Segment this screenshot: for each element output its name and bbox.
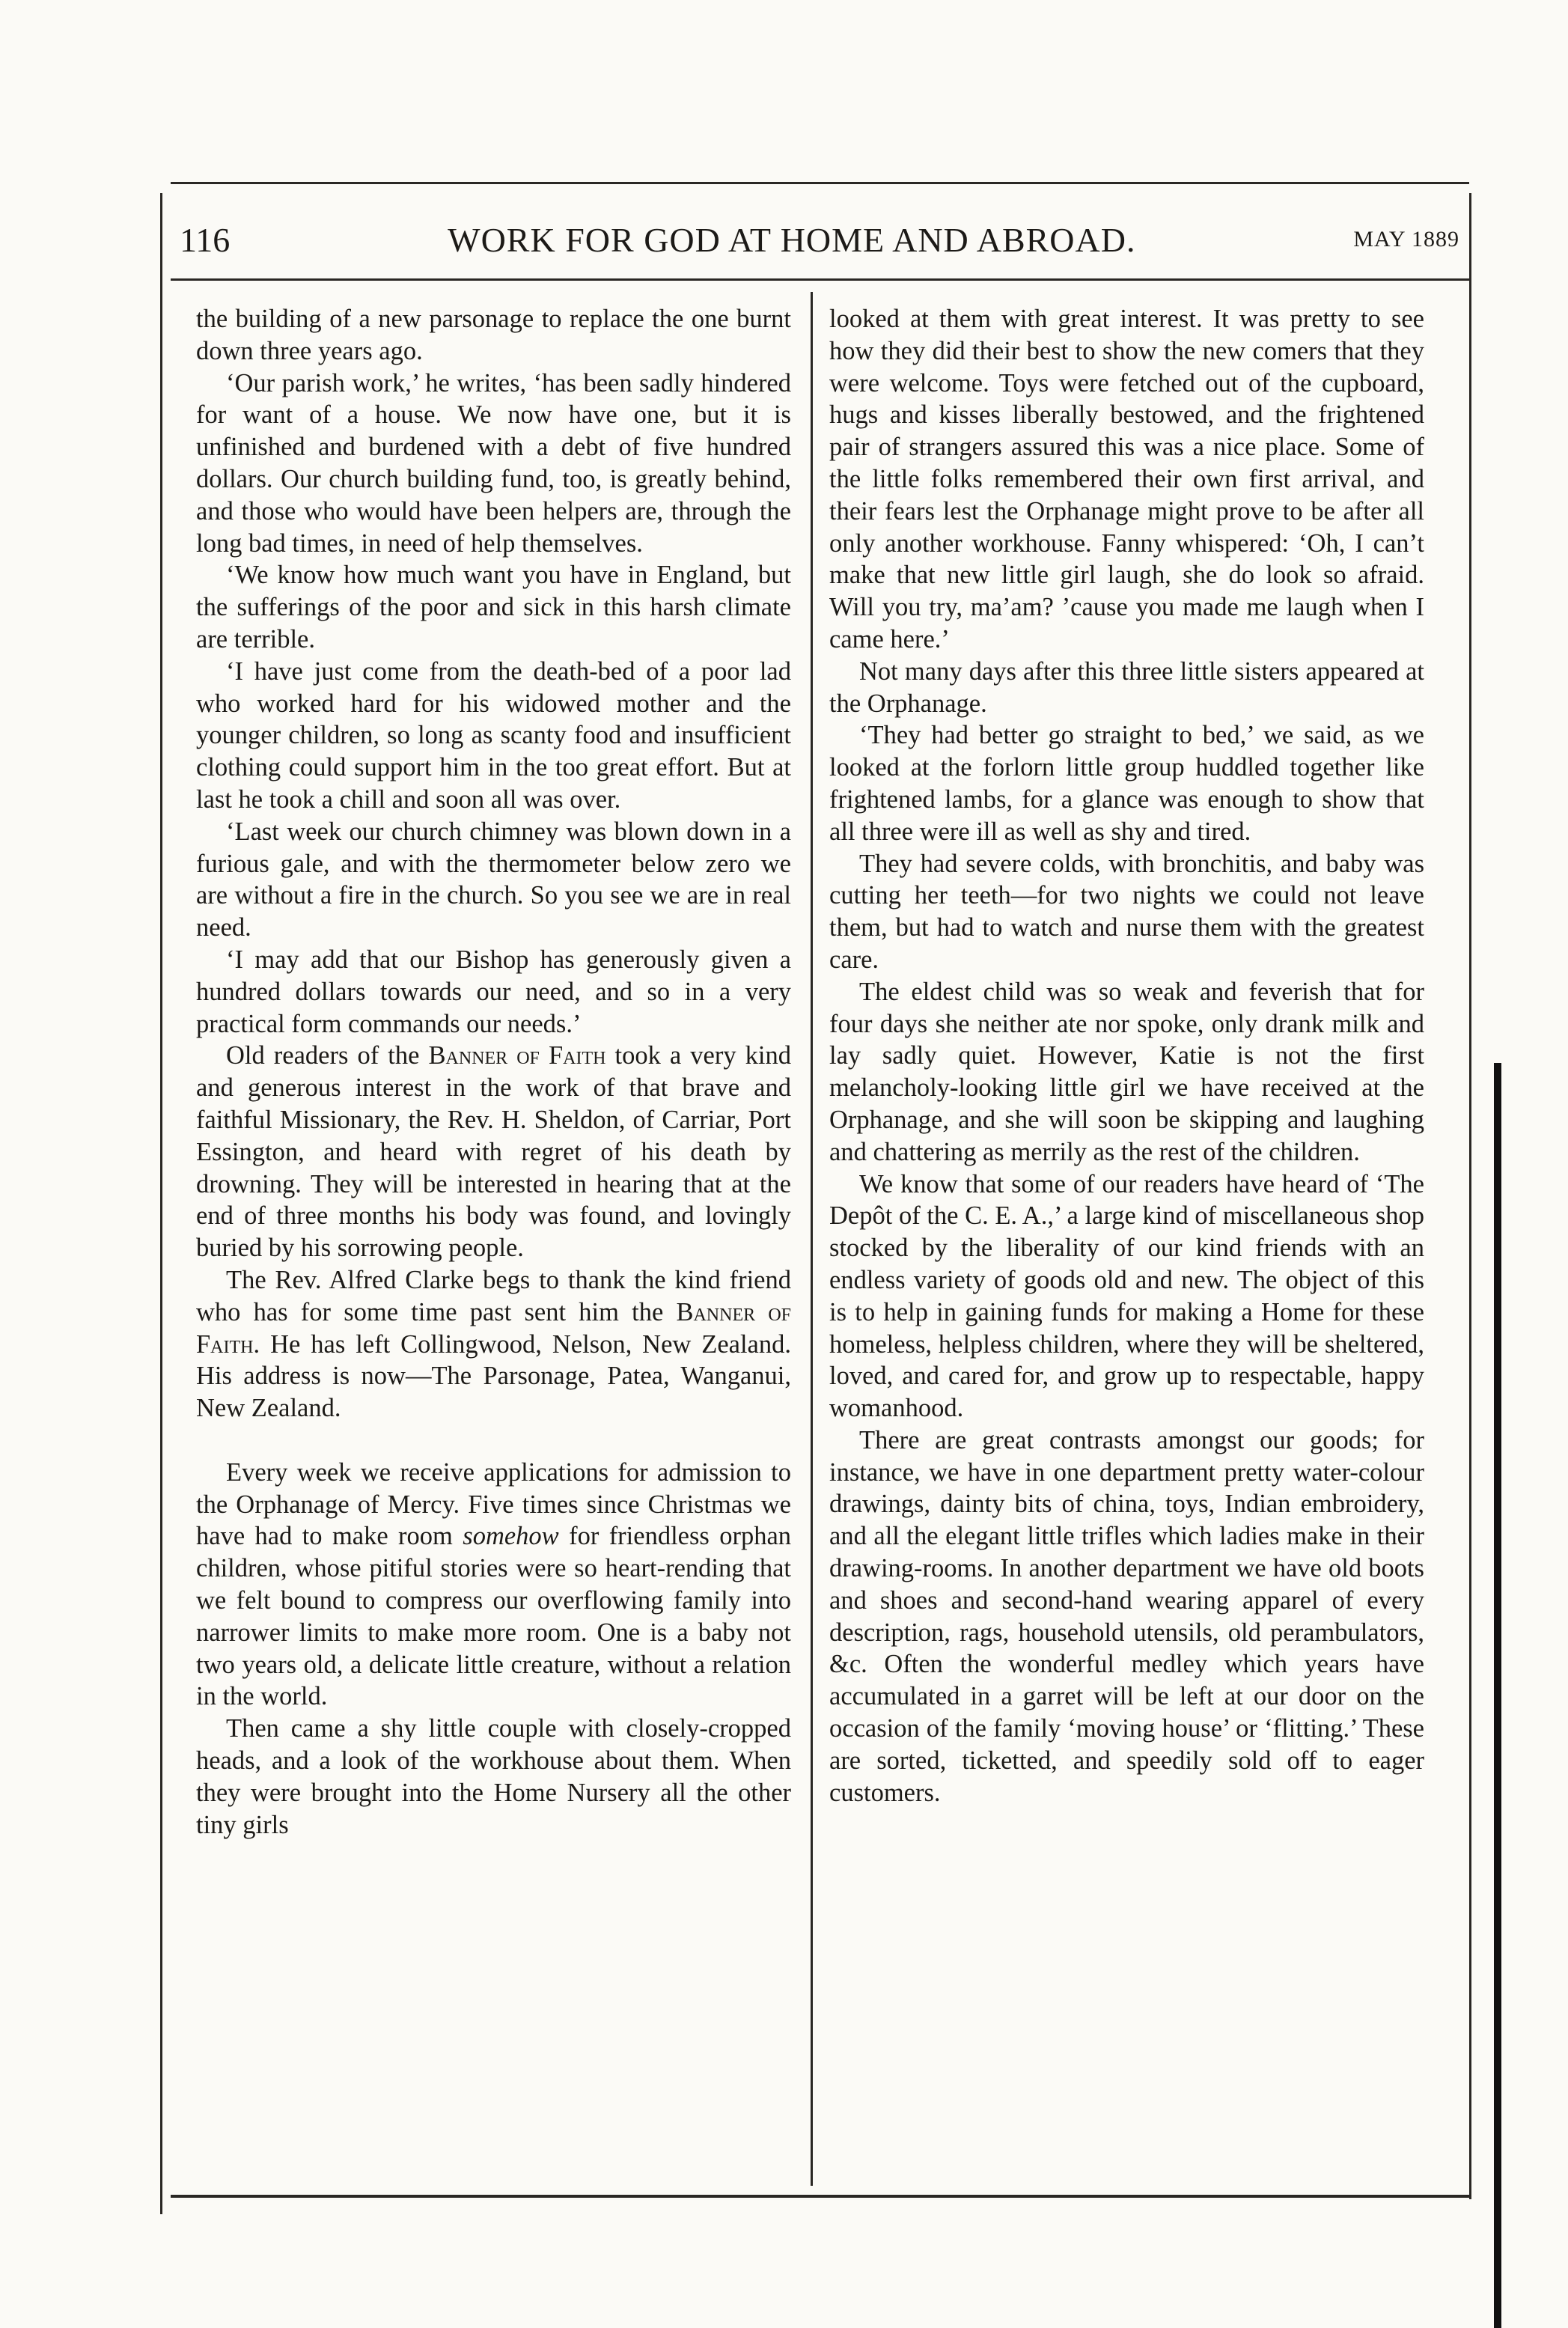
page-number: 116 xyxy=(180,220,231,259)
text-run: Every week we receive applications for admission to the Orphanage of Mercy. Five times since Christmas we have had to make room xyxy=(196,1457,791,1551)
scan-edge-bar xyxy=(1494,1063,1501,2328)
text-run: Old readers of the xyxy=(226,1041,429,1070)
paragraph: ‘They had better go straight to bed,’ we said, as we looked at the forlorn little group huddled together like frightened lambs, for a glance was enough to show that all three were ill as well as shy and tired. xyxy=(829,721,1424,846)
paragraph: ‘Last week our church chimney was blown down in a furious gale, and with the thermometer below zero we are without a fire in the church. So you see we are in real need. xyxy=(196,817,791,942)
issue-date: MAY 1889 xyxy=(1353,227,1459,252)
text-run: . He has left Collingwood, Nelson, New Zealand. His address is now—The Parsonage, Patea, Wanganui, New Zealand. xyxy=(196,1329,791,1423)
paragraph: the building of a new parsonage to replace the one burnt down three years ago. xyxy=(196,305,791,365)
paragraph: Not many days after this three little sisters appeared at the Orphanage. xyxy=(829,656,1424,718)
paragraph: ‘Our parish work,’ he writes, ‘has been sadly hindered for want of a house. We now have one, but it is unfinished and burdened with a debt of five hundred dollars. Our church building fund, too, is greatly behind, and those who would have been helpers are, through the long bad times, in need of help themselves. xyxy=(196,368,791,558)
paragraph: looked at them with great interest. It was pretty to see how they did their best to show the new comers that they were welcome. Toys were fetched out of the cupboard, hugs and kisses liberally bestowed, and the frightened pair of strangers assured this was a nice place. Some of the little folks remembered their own first arrival, and their fears lest the Orphanage might prove to be after all only another workhouse. Fanny whispered: ‘Oh, I can’t make that new little girl laugh, she do look so afraid. Will you try, ma’am? ’cause you made me laugh when I came here.’ xyxy=(829,305,1424,653)
left-page-edge xyxy=(160,193,162,2214)
running-header xyxy=(180,210,1459,269)
running-title: WORK FOR GOD AT HOME AND ABROAD. xyxy=(448,220,1136,259)
text-run: The Rev. Alfred Clarke begs to thank the kind friend who has for some time past sent him the xyxy=(196,1265,791,1326)
right-column xyxy=(829,303,1424,1809)
column-divider xyxy=(811,292,813,2186)
paragraph: We know that some of our readers have heard of ‘The Depôt of the C. E. A.,’ a large kind of miscellaneous shop stocked by the liberality of our kind friends with an endless variety of goods old and new. The object of this is to help in gaining funds for making a Home for these homeless, helpless children, where they will be sheltered, loved, and cared for, and grow up to respectable, happy womanhood. xyxy=(829,1169,1424,1423)
publication-name: Banner of Faith xyxy=(196,1297,791,1359)
right-page-edge xyxy=(1469,193,1471,2199)
publication-name: Banner of Faith xyxy=(428,1041,606,1070)
paragraph xyxy=(196,1264,791,1424)
paragraph: ‘I may add that our Bishop has generously given a hundred dollars towards our need, and so in a very practical form commands our needs.’ xyxy=(196,945,791,1038)
emphasis: somehow xyxy=(463,1522,559,1551)
paragraph: They had severe colds, with bronchitis, and baby was cutting her teeth—for two nights we could not leave them, but had to watch and nurse them with the greatest care. xyxy=(829,849,1424,974)
top-rule xyxy=(171,182,1469,184)
text-run: for friendless orphan children, whose pitiful stories were so heart-rending that we felt bound to compress our overflowing family into narrower limits to make more room. One is a baby not two years old, a delicate little creature, without a relation in the world. xyxy=(196,1522,792,1711)
paragraph xyxy=(196,1457,791,1713)
footer-rule xyxy=(171,2195,1469,2198)
header-rule xyxy=(171,278,1469,281)
paragraph: There are great contrasts amongst our goods; for instance, we have in one department pretty water-colour drawings, dainty bits of china, toys, Indian embroidery, and all the elegant little trifles which ladies make in their drawing-rooms. In another department we have old boots and shoes and second-hand wearing apparel of every description, rags, household utensils, old perambulators, &c. Often the wonderful medley which years have accumulated in a garret will be left at our door on the occasion of the family ‘moving house’ or ‘flitting.’ These are sorted, ticketted, and speedily sold off to eager customers. xyxy=(829,1425,1424,1807)
text-run: took a very kind and generous interest in the work of that brave and faithful Missionary, the Rev. H. Sheldon, of Carriar, Port Essington, and heard with regret of his death by drowning. They will be interested in hearing that at the end of three months his body was found, and lovingly buried by his sorrowing people. xyxy=(196,1041,791,1263)
left-column xyxy=(196,303,791,1841)
paragraph: ‘We know how much want you have in England, but the sufferings of the poor and sick in this harsh climate are terrible. xyxy=(196,561,791,653)
paragraph: Then came a shy little couple with closely-cropped heads, and a look of the workhouse about them. When they were brought into the Home Nursery all the other tiny girls xyxy=(196,1714,791,1839)
paragraph xyxy=(196,1040,791,1264)
paragraph: ‘I have just come from the death-bed of a poor lad who worked hard for his widowed mother and the younger children, so long as scanty food and insufficient clothing could support him in the too great effort. But at last he took a chill and soon all was over. xyxy=(196,656,791,814)
paragraph: The eldest child was so weak and feverish that for four days she neither ate nor spoke, only drank milk and lay sadly quiet. However, Katie is not the first melancholy-looking little girl we have received at the Orphanage, and she will soon be skipping and laughing and chattering as merrily as the rest of the children. xyxy=(829,977,1424,1166)
